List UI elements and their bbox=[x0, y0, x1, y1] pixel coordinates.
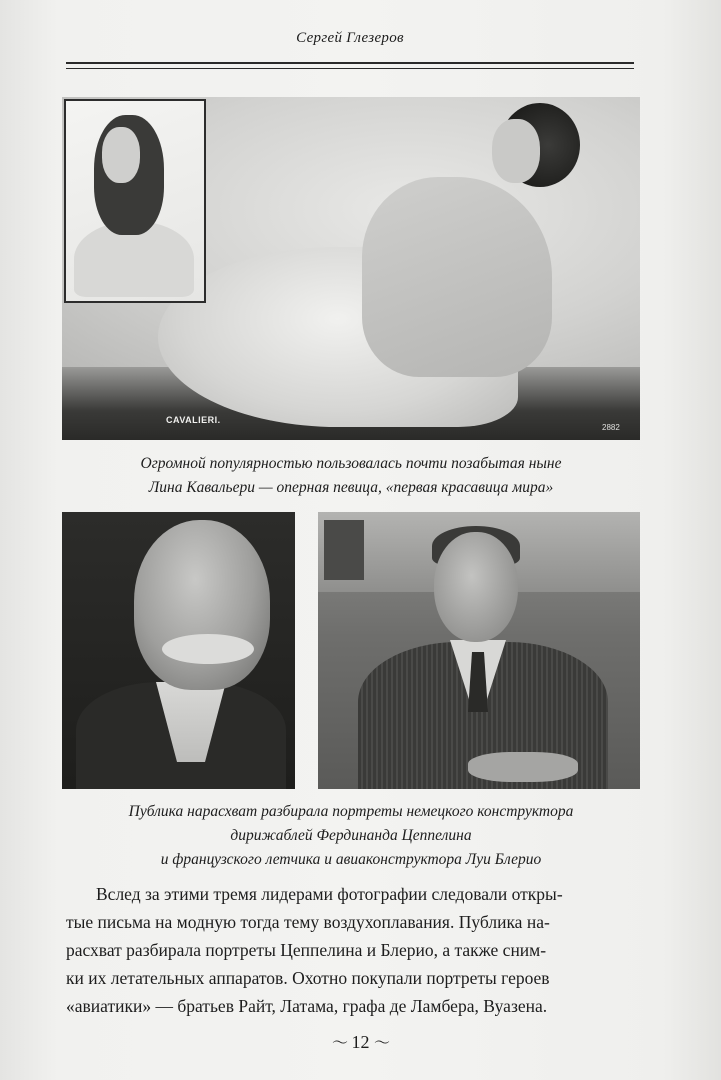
photo-figure-face bbox=[492, 119, 540, 183]
caption-line: Публика нарасхват разбирала портреты немецкого конструктора bbox=[128, 803, 574, 820]
photo-bleriot bbox=[318, 512, 640, 789]
body-line: «авиатики» — братьев Райт, Латама, графа де Ламбера, Вуазена. bbox=[66, 996, 548, 1016]
folio-ornament-left: 〜 bbox=[331, 1035, 347, 1052]
body-line: Вслед за этими тремя лидерами фотографии следовали откры- bbox=[96, 884, 563, 904]
caption-line: и французского летчика и авиаконструктора Луи Блерио bbox=[160, 851, 542, 868]
folio-ornament-right: 〜 bbox=[374, 1035, 390, 1052]
photo-plate-number: 2882 bbox=[602, 423, 620, 432]
body-line: ки их летательных аппаратов. Охотно покупали портреты героев bbox=[66, 968, 550, 988]
caption-line: дирижаблей Фердинанда Цеппелина bbox=[230, 827, 472, 844]
folio-number: 12 bbox=[351, 1032, 370, 1052]
page-number bbox=[0, 1030, 721, 1053]
body-line: тые письма на модную тогда тему воздухоплавания. Публика на- bbox=[66, 912, 550, 932]
bleriot-window bbox=[324, 520, 364, 580]
photo-figure-body bbox=[362, 177, 552, 377]
caption-cavalieri bbox=[66, 452, 636, 500]
photo-stamp: CAVALIERI. bbox=[166, 415, 221, 425]
header-rule-thin bbox=[66, 68, 634, 69]
caption-line: Огромной популярностью пользовалась почти позабытая ныне bbox=[140, 455, 562, 472]
caption-line: Лина Кавальери — оперная певица, «первая красавица мира» bbox=[148, 479, 554, 496]
zeppelin-moustache bbox=[162, 634, 254, 664]
photo-zeppelin bbox=[62, 512, 295, 789]
body-paragraph bbox=[66, 880, 636, 1020]
photo-lina-cavalieri bbox=[62, 97, 640, 440]
bleriot-head bbox=[434, 532, 518, 642]
running-head: Сергей Глезеров bbox=[296, 30, 404, 46]
photo-inset-portrait bbox=[64, 99, 206, 303]
inset-face bbox=[102, 127, 140, 183]
bleriot-hands bbox=[468, 752, 578, 782]
header-rule bbox=[66, 62, 634, 64]
caption-zeppelin-bleriot bbox=[66, 800, 636, 872]
body-line: расхват разбирала портреты Цеппелина и Блерио, а также сним- bbox=[66, 940, 547, 960]
zeppelin-head bbox=[134, 520, 270, 690]
